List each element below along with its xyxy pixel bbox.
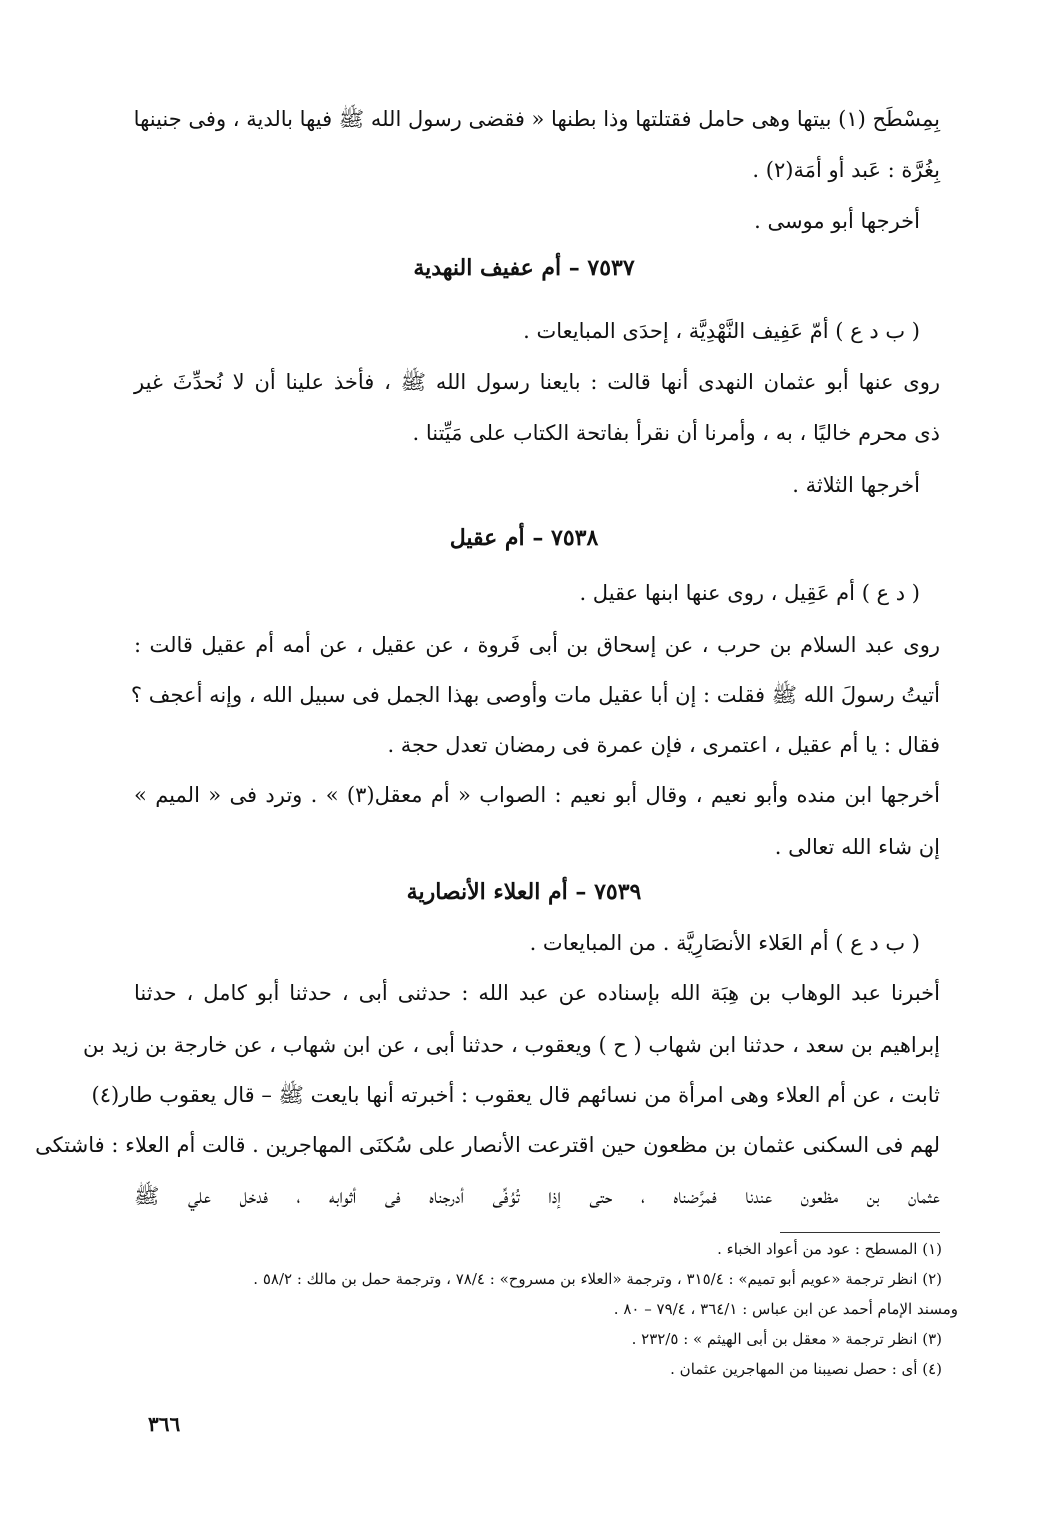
footnote: (٤) أى : حصل نصيبنا من المهاجرين عثمان .: [670, 1360, 942, 1378]
text-line: أخبرنا عبد الوهاب بن هِبَة الله بإسناده عن عبد الله : حدثنى أبى ، حدثنا أبو كامل ، حدثنا: [134, 981, 940, 1005]
text-line: أتيتُ رسولَ الله ﷺ فقلت : إن أبا عقيل مات وأوصى بهذا الجمل فى سبيل الله ، وإنه أعجف ؟: [130, 683, 940, 707]
footnote: (٣) انظر ترجمة « معقل بن أبى الهيثم » : ٢٣٢/٥ .: [631, 1330, 942, 1348]
footnote: ومسند الإمام أحمد عن ابن عباس : ٣٦٤/١ ، ٧٩/٤ – ٨٠ .: [613, 1300, 958, 1318]
text-line: ذى محرم خاليًا ، به ، وأمرنا أن نقرأ بفاتحة الكتاب على مَيِّتنا .: [412, 421, 940, 445]
text-line: أخرجها أبو موسى .: [754, 209, 920, 233]
text-line: عثمان بن مظعون عندنا فمرَّضناه ، حتى إذا تُوُفِّى أدرجناه فى أثوابه ، فدخل علي ﷺ: [134, 1184, 940, 1208]
entry-heading: ٧٥٣٩ – أم العلاء الأنصارية: [406, 879, 642, 905]
text-line: إبراهيم بن سعد ، حدثنا ابن شهاب ( ح ) ويعقوب ، حدثنا أبى ، عن ابن شهاب ، عن خارجة بن زيد بن: [82, 1033, 940, 1057]
page-number: ٣٦٦: [148, 1412, 181, 1436]
text-line: ثابت ، عن أم العلاء وهى امرأة من نسائهم قال يعقوب : أخبرته أنها بايعت ﷺ – قال يعقوب طار(٤): [91, 1083, 940, 1107]
text-line: روى عنها أبو عثمان النهدى أنها قالت : بايعنا رسول الله ﷺ ، فأخذ علينا أن لا نُحدِّثَ غير: [134, 370, 940, 394]
text-line: ( د ع ) أم عَقِيل ، روى عنها ابنها عقيل .: [579, 581, 920, 605]
text-line: لهم فى السكنى عثمان بن مظعون حين اقترعت الأنصار على سُكنَى المهاجرين . قالت أم العلاء : فاشتكى: [35, 1133, 940, 1157]
footnote: (٢) انظر ترجمة «عويم أبو تميم» : ٣١٥/٤ ، وترجمة «العلاء بن مسروح» : ٧٨/٤ ، وترجمة حمل بن مالك : ٥٨/٢ .: [253, 1270, 942, 1288]
text-line: أخرجها ابن منده وأبو نعيم ، وقال أبو نعيم : الصواب « أم معقل(٣) » . وترد فى « الميم »: [134, 783, 940, 807]
footnote: (١) المسطح : عود من أعواد الخباء .: [717, 1240, 942, 1258]
text-line: روى عبد السلام بن حرب ، عن إسحاق بن أبى فَروة ، عن عقيل ، عن أمه أم عقيل قالت :: [134, 633, 940, 657]
text-line: إن شاء الله تعالى .: [774, 835, 940, 859]
text-line: بِغُرَّة : عَبد أو أمَة(٢) .: [752, 158, 940, 182]
footnote-divider: [780, 1232, 940, 1233]
text-line: بِمِسْطَح (١) بيتها وهى حامل فقتلتها وذا بطنها « فقضى رسول الله ﷺ فيها بالدية ، وفى جنينها: [133, 107, 940, 131]
text-line: ( ب د ع ) أمّ عَفِيف النَّهْدِيَّة ، إحدَى المبايعات .: [523, 319, 920, 343]
entry-heading: ٧٥٣٨ – أم عقيل: [449, 525, 599, 551]
text-line: ( ب د ع ) أم العَلاء الأنصَارِيَّة . من المبايعات .: [529, 931, 920, 955]
entry-heading: ٧٥٣٧ – أم عفيف النهدية: [413, 255, 635, 281]
text-line: فقال : يا أم عقيل ، اعتمرى ، فإن عمرة فى رمضان تعدل حجة .: [387, 733, 940, 757]
text-line: أخرجها الثلاثة .: [792, 473, 920, 497]
